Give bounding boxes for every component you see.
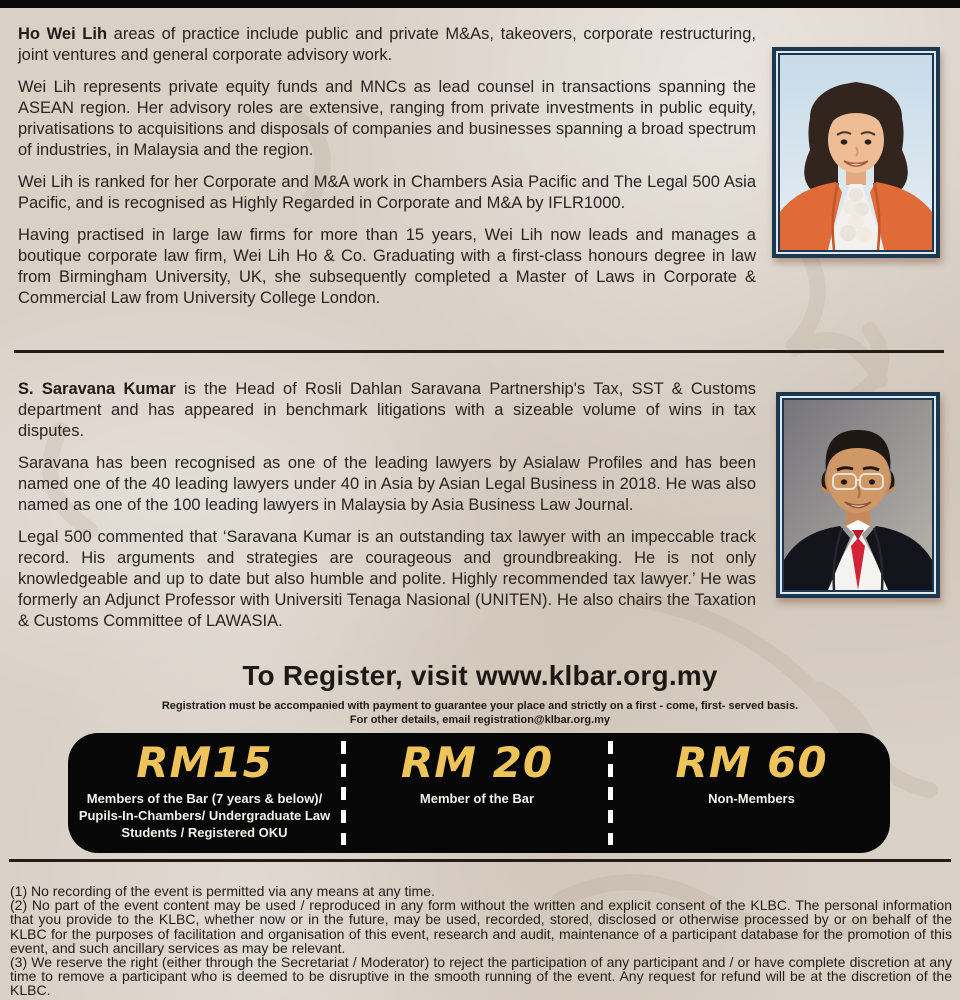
speaker1-paragraph-3: Wei Lih is ranked for her Corporate and M&A work in Chambers Asia Pacific and The Legal 500 Asia Pacific, and is recognised as Highly Regarded in Corporate and M&A by IFLR1000. xyxy=(18,173,756,212)
price-rm15-description: Members of the Bar (7 years & below)/ Pupils-In-Chambers/ Undergraduate Law Students / Registered OKU xyxy=(78,791,331,840)
speaker1-paragraph-1-text: areas of practice include public and private M&As, takeovers, corporate restructuring, joint ventures and general corporate advisory work. xyxy=(18,25,756,64)
speaker1-photo-mat xyxy=(776,51,936,254)
terms-and-conditions xyxy=(10,884,952,998)
speaker-bio-section-1 xyxy=(18,24,756,320)
speaker2-portrait-image xyxy=(784,400,932,590)
pricing-tier-member xyxy=(346,733,608,853)
speaker1-photo xyxy=(772,47,940,258)
speaker2-photo-mat xyxy=(780,396,936,594)
speaker1-paragraph-4: Having practised in large law firms for more than 15 years, Wei Lih now leads and manages a boutique corporate law firm, Wei Lih Ho & Co. Graduating with a first-class honours degree in law from Birmingham University, UK, she subsequently completed a Master of Laws in Corporate & Commercial Law from University College London. xyxy=(18,226,756,307)
register-note-2: For other details, email registration@klbar.org.my xyxy=(349,714,611,726)
register-note-1: Registration must be accompanied with payment to guarantee your place and strictly on a first - come, first- served basis. xyxy=(161,700,799,712)
register-heading: To Register, visit www.klbar.org.my xyxy=(242,660,718,691)
speaker1-name: Ho Wei Lih xyxy=(18,25,108,43)
terms-item-1: (1) No recording of the event is permitted via any means at any time. xyxy=(10,883,435,899)
speaker2-paragraph-1-text: is the Head of Rosli Dahlan Saravana Partnership's Tax, SST & Customs department and has appeared in benchmark litigations with a sizeable volume of wins in tax disputes. xyxy=(18,380,756,440)
pricing-tier-non-members xyxy=(613,733,890,853)
speaker2-paragraph-1 xyxy=(18,379,756,442)
speaker1-paragraph-1 xyxy=(18,24,756,66)
pricing-bar xyxy=(68,733,890,853)
top-black-bar xyxy=(0,0,960,8)
speaker2-paragraph-3: Legal 500 commented that ‘Saravana Kumar is an outstanding tax lawyer with an impeccable track record. His arguments and strategies are courageous and groundbreaking. He is not only knowledgeable and up to date but also humble and polite. Highly recommended tax lawyer.’ He was formerly an Adjunct Professor with Universiti Tenaga Nasional (UNITEN). He also chairs the Taxation & Customs Committee of LAWASIA. xyxy=(18,528,756,630)
registration-section xyxy=(0,660,960,727)
speaker1-paragraph-2: Wei Lih represents private equity funds and MNCs as lead counsel in transactions spanning the ASEAN region. Her advisory roles are extensive, ranging from private investments in public equity, privatisations to acquisitions and disposals of companies and businesses spanning a broad spectrum of industries, in Malaysia and the region. xyxy=(18,78,756,159)
price-rm20-description: Member of the Bar xyxy=(419,791,535,806)
price-rm15: RM15 xyxy=(136,738,273,787)
price-rm60: RM 60 xyxy=(675,738,828,787)
section-divider-1 xyxy=(14,350,944,353)
pricing-tier-members-below-7 xyxy=(68,733,341,853)
speaker2-paragraph-2: Saravana has been recognised as one of the leading lawyers by Asialaw Profiles and has been named one of the 40 leading lawyers under 40 in Asia by Asian Legal Business in 2018. He was also named as one of the 100 leading lawyers in Malaysia by Asia Business Law Journal. xyxy=(18,454,756,514)
speaker1-photo-inner-frame xyxy=(778,53,934,252)
price-rm20: RM 20 xyxy=(400,738,554,787)
speaker1-portrait-image xyxy=(780,55,932,250)
speaker2-photo-inner-frame xyxy=(782,398,934,592)
speaker-bio-section-2 xyxy=(18,379,756,643)
terms-item-2: (2) No part of the event content may be used / reproduced in any form without the written and explicit consent of the KLBC. The personal information that you provide to the KLBC, whether now or in the future, may be used, recorded, stored, disclosed or otherwise processed by or on behalf of the KLBC for the purposes of facilitation and organisation of this event, research and audit, maintenance of a participant database for the promotion of this event, and such ancillary services as may be relevant. xyxy=(10,897,952,956)
speaker2-name: S. Saravana Kumar xyxy=(18,380,176,398)
terms-item-3: (3) We reserve the right (either through the Secretariat / Moderator) to reject the participation of any participant and / or have complete discretion at any time to remove a participant who is deemed to be disruptive in the smooth running of the event. Any request for refund will be at the discretion of the KLBC. xyxy=(10,954,952,999)
price-rm60-description: Non-Members xyxy=(708,791,795,806)
speaker2-photo xyxy=(776,392,940,598)
section-divider-2 xyxy=(9,859,951,862)
